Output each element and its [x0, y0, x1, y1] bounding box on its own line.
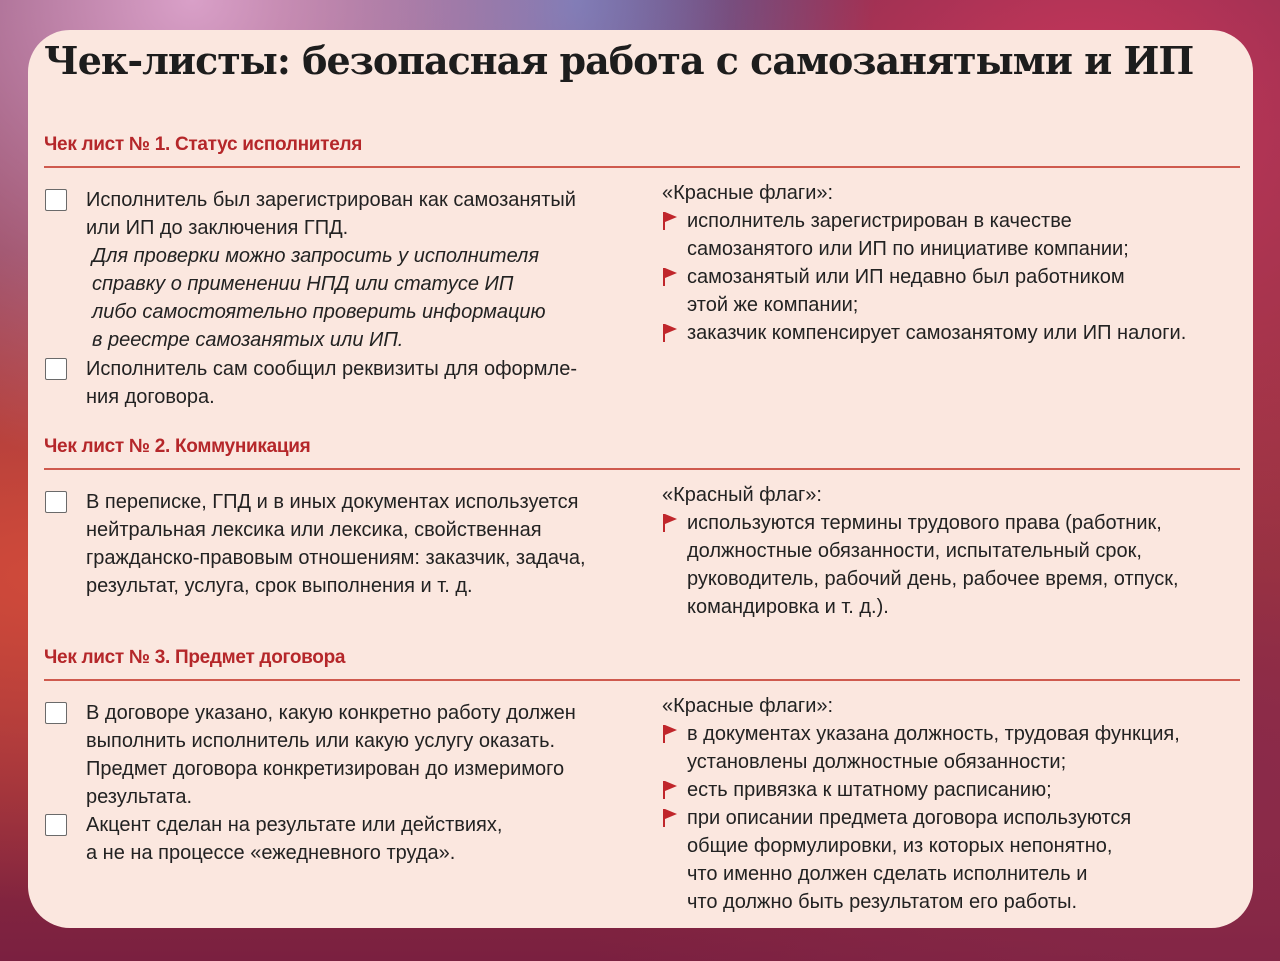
- flag-text: руководитель, рабочий день, рабочее время, отпуск,: [687, 568, 1179, 590]
- red-flags-heading: «Красный флаг»:: [662, 484, 822, 506]
- item-text: Исполнитель сам сообщил реквизиты для оформле-: [86, 358, 578, 380]
- page-title: Чек-листы: безопасная работа с самозанятыми и ИП: [44, 38, 1194, 83]
- flag-text: при описании предмета договора используются: [687, 807, 1132, 829]
- flag-text: командировка и т. д.).: [687, 596, 889, 618]
- red-flag-icon: [662, 267, 678, 287]
- item-text: результат, услуга, срок выполнения и т. д.: [86, 575, 473, 597]
- flag-text: самозанятого или ИП по инициативе компании;: [687, 238, 1129, 260]
- item-text: Предмет договора конкретизирован до измеримого: [86, 758, 565, 780]
- flag-text: установлены должностные обязанности;: [687, 751, 1067, 773]
- item-text: Акцент сделан на результате или действиях,: [86, 814, 503, 836]
- red-flag-icon: [662, 780, 678, 800]
- flag-text: есть привязка к штатному расписанию;: [687, 779, 1052, 801]
- red-flag-icon: [662, 513, 678, 533]
- checkbox-icon[interactable]: [45, 702, 67, 724]
- flag-text: общие формулировки, из которых непонятно,: [687, 835, 1113, 857]
- red-flags-heading: «Красные флаги»:: [662, 695, 834, 717]
- item-text: Исполнитель был зарегистрирован как самозанятый: [86, 189, 576, 211]
- divider: [44, 166, 1240, 168]
- item-text: выполнить исполнитель или какую услугу оказать.: [86, 730, 556, 752]
- flag-text: самозанятый или ИП недавно был работником: [687, 266, 1125, 288]
- flag-text: что должно быть результатом его работы.: [687, 891, 1078, 913]
- red-flag-icon: [662, 211, 678, 231]
- section-title-3: Чек лист № 3. Предмет договора: [44, 647, 346, 668]
- item-hint: справку о применении НПД или статусе ИП: [92, 273, 514, 295]
- item-text: нейтральная лексика или лексика, свойственная: [86, 519, 542, 541]
- item-text: результата.: [86, 786, 193, 808]
- item-text: В договоре указано, какую конкретно работу должен: [86, 702, 576, 724]
- checkbox-icon[interactable]: [45, 358, 67, 380]
- section-title-1: Чек лист № 1. Статус исполнителя: [44, 134, 363, 155]
- red-flags-heading: «Красные флаги»:: [662, 182, 834, 204]
- item-hint: либо самостоятельно проверить информацию: [92, 301, 546, 323]
- flag-text: используются термины трудового права (работник,: [687, 512, 1162, 534]
- item-text: В переписке, ГПД и в иных документах используется: [86, 491, 579, 513]
- divider: [44, 679, 1240, 681]
- item-text: а не на процессе «ежедневного труда».: [86, 842, 456, 864]
- checkbox-icon[interactable]: [45, 814, 67, 836]
- item-text: или ИП до заключения ГПД.: [86, 217, 349, 239]
- flag-text: исполнитель зарегистрирован в качестве: [687, 210, 1072, 232]
- checklist-card: [28, 30, 1253, 928]
- divider: [44, 468, 1240, 470]
- section-title-2: Чек лист № 2. Коммуникация: [44, 436, 311, 457]
- flag-text: в документах указана должность, трудовая функция,: [687, 723, 1180, 745]
- red-flag-icon: [662, 724, 678, 744]
- red-flag-icon: [662, 808, 678, 828]
- item-text: гражданско-правовым отношениям: заказчик, задача,: [86, 547, 586, 569]
- item-hint: Для проверки можно запросить у исполнителя: [92, 245, 540, 267]
- flag-text: этой же компании;: [687, 294, 859, 316]
- red-flag-icon: [662, 323, 678, 343]
- item-text: ния договора.: [86, 386, 215, 408]
- flag-text: что именно должен сделать исполнитель и: [687, 863, 1088, 885]
- checkbox-icon[interactable]: [45, 189, 67, 211]
- flag-text: заказчик компенсирует самозанятому или ИП налоги.: [687, 322, 1187, 344]
- item-hint: в реестре самозанятых или ИП.: [92, 329, 404, 351]
- flag-text: должностные обязанности, испытательный срок,: [687, 540, 1142, 562]
- checkbox-icon[interactable]: [45, 491, 67, 513]
